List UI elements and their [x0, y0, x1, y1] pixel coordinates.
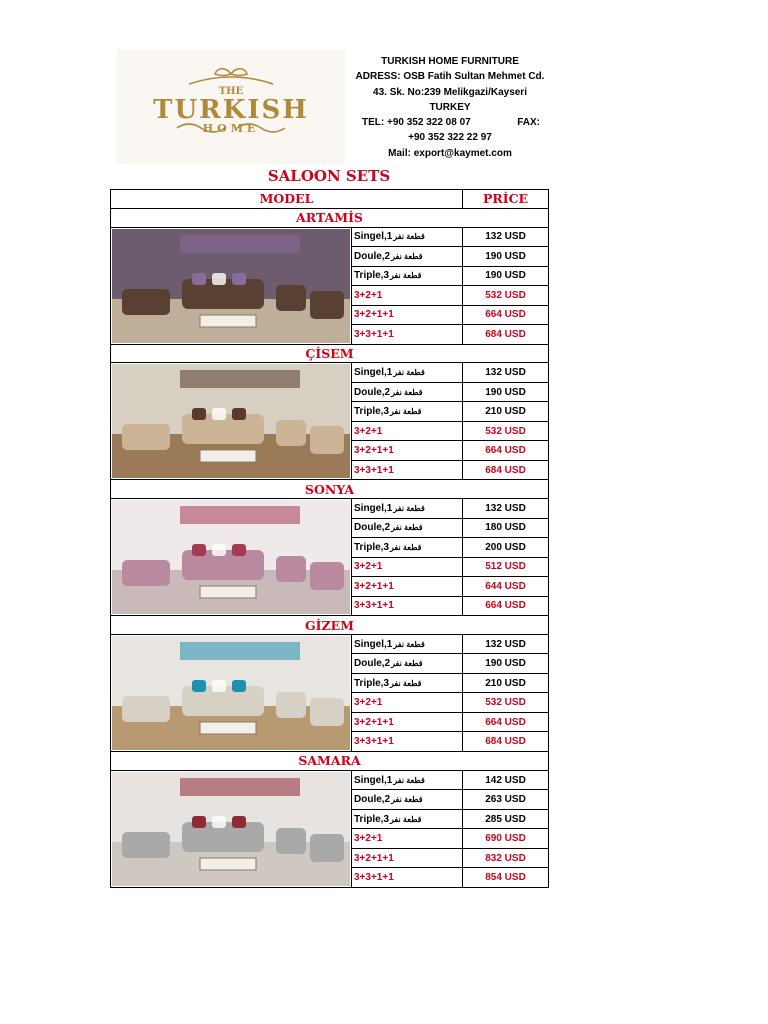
- set-label: Triple,3: [354, 270, 390, 282]
- set-label: 3+2+1: [354, 697, 383, 709]
- set-description: [352, 499, 463, 519]
- model-name-row: [111, 480, 549, 499]
- set-label: Singel,1: [354, 638, 393, 650]
- sofa-set-photo: [112, 500, 350, 614]
- price-value: 690 USD: [463, 829, 549, 849]
- arabic-piece-label: قطعة نفر: [393, 368, 425, 378]
- price-value: 664 USD: [463, 596, 549, 616]
- set-label: 3+3+1+1: [354, 464, 394, 476]
- arabic-piece-label: قطعة نفر: [393, 503, 425, 513]
- company-address-line1: ADRESS: OSB Fatih Sultan Mehmet Cd.: [355, 71, 545, 83]
- sofa-set-photo: [112, 636, 350, 750]
- set-description: [352, 227, 463, 247]
- set-label: 3+2+1+1: [354, 852, 394, 864]
- set-label: Triple,3: [354, 406, 390, 418]
- set-label: Doule,2: [354, 794, 391, 806]
- set-description: [352, 634, 463, 654]
- set-description: [352, 421, 463, 441]
- price-value: 190 USD: [463, 654, 549, 674]
- company-name: TURKISH HOME FURNITURE: [381, 56, 519, 67]
- arabic-piece-label: قطعة نفر: [390, 271, 422, 281]
- arabic-piece-label: قطعة نفر: [391, 659, 423, 669]
- price-column-header: PRİCE: [463, 190, 549, 209]
- set-description: [352, 538, 463, 558]
- set-label: Triple,3: [354, 541, 390, 553]
- company-tel: TEL: +90 352 322 08 07: [362, 117, 471, 129]
- model-column-header: MODEL: [111, 190, 463, 209]
- table-header-row: [111, 190, 549, 209]
- arabic-piece-label: قطعة نفر: [391, 387, 423, 397]
- product-photo: [111, 634, 352, 751]
- product-photo: [111, 499, 352, 616]
- set-label: Triple,3: [354, 677, 390, 689]
- set-label: Doule,2: [354, 522, 391, 534]
- set-label: 3+2+1+1: [354, 716, 394, 728]
- company-logo: [117, 50, 345, 164]
- set-description: [352, 654, 463, 674]
- set-description: [352, 382, 463, 402]
- price-value: 210 USD: [463, 673, 549, 693]
- set-label: 3+2+1+1: [354, 445, 394, 457]
- price-value: 190 USD: [463, 247, 549, 267]
- arabic-piece-label: قطعة نفر: [391, 251, 423, 261]
- arabic-piece-label: قطعة نفر: [391, 523, 423, 533]
- company-mail: Mail: export@kaymet.com: [388, 147, 512, 159]
- set-description: [352, 770, 463, 790]
- set-description: [352, 441, 463, 461]
- set-description: [352, 693, 463, 713]
- set-label: 3+3+1+1: [354, 600, 394, 612]
- set-description: [352, 596, 463, 616]
- price-value: 532 USD: [463, 693, 549, 713]
- price-value: 142 USD: [463, 770, 549, 790]
- model-name-row: [111, 616, 549, 635]
- set-description: [352, 712, 463, 732]
- model-name-row: [111, 208, 549, 227]
- arabic-piece-label: قطعة نفر: [390, 678, 422, 688]
- set-label: Singel,1: [354, 774, 393, 786]
- set-description: [352, 732, 463, 752]
- sofa-set-photo: [112, 229, 350, 343]
- set-description: [352, 557, 463, 577]
- set-label: Singel,1: [354, 367, 393, 379]
- set-description: [352, 673, 463, 693]
- set-description: [352, 325, 463, 345]
- table-row: [111, 499, 549, 519]
- price-value: 132 USD: [463, 363, 549, 383]
- price-value: 190 USD: [463, 266, 549, 286]
- price-value: 200 USD: [463, 538, 549, 558]
- set-label: Doule,2: [354, 250, 391, 262]
- sofa-set-photo: [112, 364, 350, 478]
- set-label: 3+2+1: [354, 425, 383, 437]
- set-description: [352, 809, 463, 829]
- set-label: Doule,2: [354, 658, 391, 670]
- price-value: 664 USD: [463, 441, 549, 461]
- company-fax-label: FAX:: [517, 117, 540, 129]
- product-photo: [111, 227, 352, 344]
- company-country: TURKEY: [429, 101, 471, 113]
- set-description: [352, 460, 463, 480]
- price-value: 664 USD: [463, 305, 549, 325]
- price-value: 664 USD: [463, 712, 549, 732]
- model-name-row: [111, 751, 549, 770]
- model-name: ÇİSEM: [111, 344, 549, 363]
- price-value: 854 USD: [463, 868, 549, 888]
- company-fax: +90 352 322 22 97: [408, 132, 492, 144]
- set-description: [352, 577, 463, 597]
- set-description: [352, 305, 463, 325]
- company-info: [350, 54, 550, 161]
- price-value: 210 USD: [463, 402, 549, 422]
- set-description: [352, 848, 463, 868]
- svg-text:TURKISH: TURKISH: [153, 95, 309, 125]
- product-photo: [111, 363, 352, 480]
- arabic-piece-label: قطعة نفر: [390, 542, 422, 552]
- price-table: [110, 189, 549, 888]
- price-value: 832 USD: [463, 848, 549, 868]
- arabic-piece-label: قطعة نفر: [393, 775, 425, 785]
- arabic-piece-label: قطعة نفر: [393, 639, 425, 649]
- company-address-line2: 43. Sk. No:239 Melikgazi/Kayseri: [373, 86, 527, 98]
- company-phone-line: [350, 115, 550, 130]
- price-value: 532 USD: [463, 421, 549, 441]
- set-label: 3+2+1+1: [354, 580, 394, 592]
- set-label: Singel,1: [354, 502, 393, 514]
- set-label: Doule,2: [354, 386, 391, 398]
- set-description: [352, 829, 463, 849]
- table-row: [111, 634, 549, 654]
- table-row: [111, 770, 549, 790]
- arabic-piece-label: قطعة نفر: [390, 814, 422, 824]
- price-value: 132 USD: [463, 227, 549, 247]
- set-label: 3+2+1: [354, 833, 383, 845]
- model-name: SAMARA: [111, 751, 549, 770]
- sofa-set-photo: [112, 772, 350, 886]
- set-description: [352, 402, 463, 422]
- price-value: 532 USD: [463, 286, 549, 306]
- svg-text:THE: THE: [218, 86, 244, 97]
- model-name: SONYA: [111, 480, 549, 499]
- set-label: Triple,3: [354, 813, 390, 825]
- price-value: 190 USD: [463, 382, 549, 402]
- set-description: [352, 790, 463, 810]
- set-description: [352, 363, 463, 383]
- set-label: 3+3+1+1: [354, 736, 394, 748]
- model-name-row: [111, 344, 549, 363]
- set-description: [352, 518, 463, 538]
- set-label: 3+2+1: [354, 561, 383, 573]
- table-row: [111, 363, 549, 383]
- arabic-piece-label: قطعة نفر: [393, 232, 425, 242]
- set-description: [352, 868, 463, 888]
- set-label: Singel,1: [354, 231, 393, 243]
- price-value: 132 USD: [463, 499, 549, 519]
- price-value: 684 USD: [463, 460, 549, 480]
- product-photo: [111, 770, 352, 887]
- arabic-piece-label: قطعة نفر: [391, 795, 423, 805]
- set-description: [352, 247, 463, 267]
- set-label: 3+2+1+1: [354, 309, 394, 321]
- set-label: 3+3+1+1: [354, 328, 394, 340]
- price-value: 684 USD: [463, 732, 549, 752]
- page-title: SALOON SETS: [267, 167, 391, 185]
- set-description: [352, 286, 463, 306]
- price-value: 285 USD: [463, 809, 549, 829]
- set-label: 3+3+1+1: [354, 872, 394, 884]
- price-value: 263 USD: [463, 790, 549, 810]
- set-label: 3+2+1: [354, 289, 383, 301]
- model-name: ARTAMİS: [111, 208, 549, 227]
- turkish-home-logo: [117, 50, 345, 164]
- price-value: 684 USD: [463, 325, 549, 345]
- svg-text:HOME: HOME: [202, 122, 260, 135]
- price-value: 512 USD: [463, 557, 549, 577]
- model-name: GİZEM: [111, 616, 549, 635]
- price-value: 132 USD: [463, 634, 549, 654]
- price-value: 644 USD: [463, 577, 549, 597]
- table-row: [111, 227, 549, 247]
- set-description: [352, 266, 463, 286]
- arabic-piece-label: قطعة نفر: [390, 407, 422, 417]
- price-value: 180 USD: [463, 518, 549, 538]
